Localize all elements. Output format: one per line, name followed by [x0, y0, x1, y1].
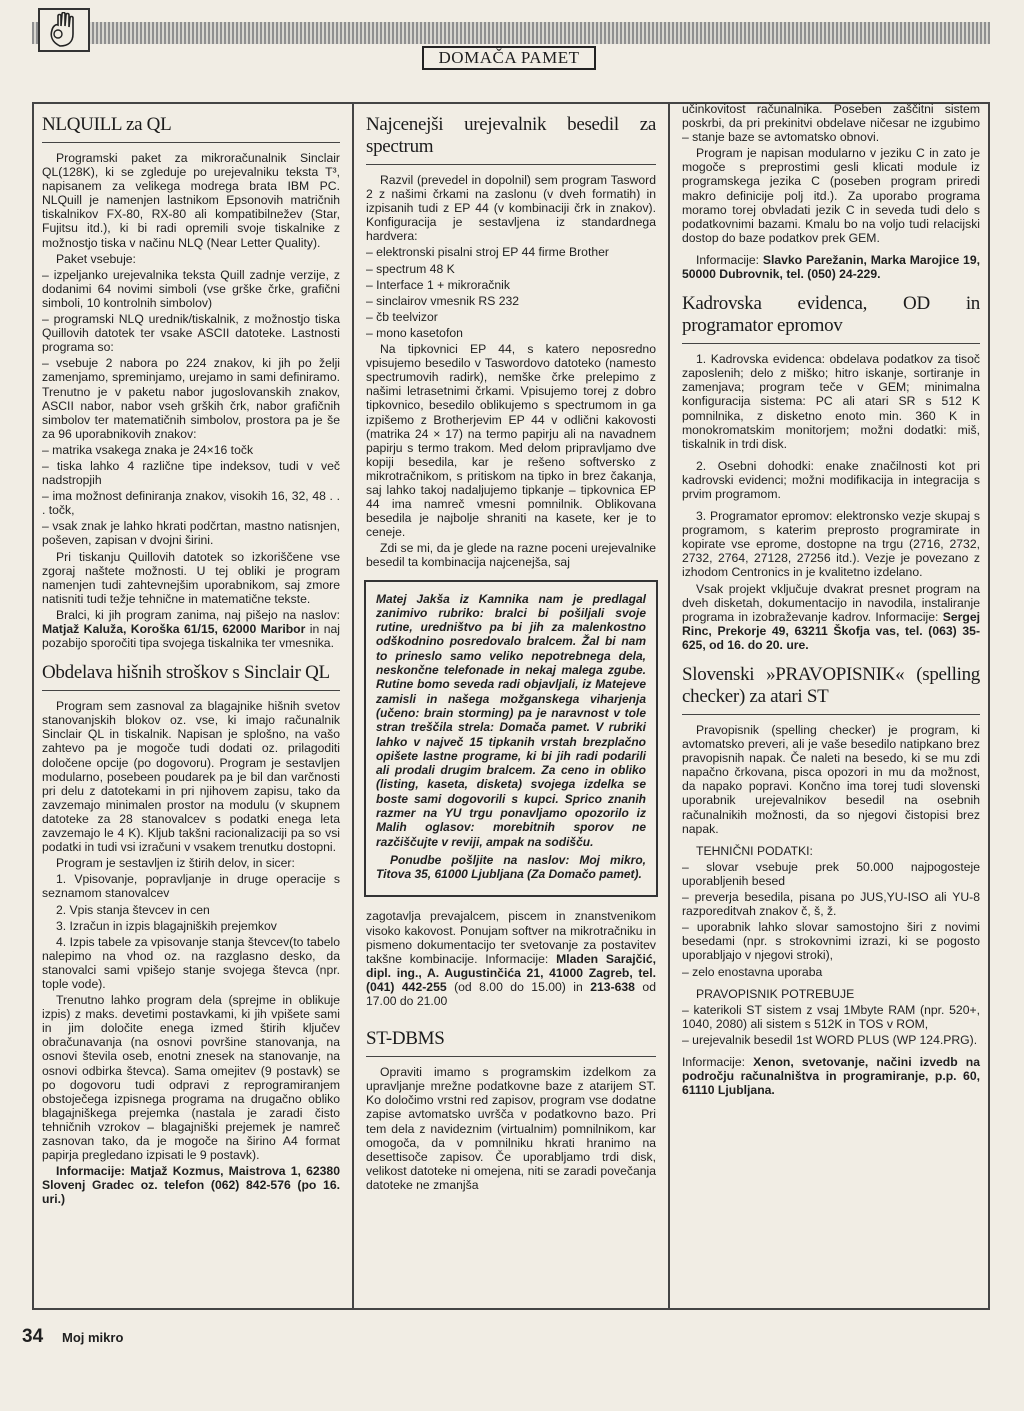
- list-item: – slovar vsebuje prek 50.000 najpogosteje uporabljenih besed: [682, 859, 980, 888]
- note-paragraph: Ponudbe pošljite na naslov: Moj mikro, Titova 35, 61000 Ljubljana (Za Domačo pamet).: [376, 852, 646, 882]
- section-title: DOMAČA PAMET: [422, 46, 596, 70]
- list-item: – elektronski pisalni stroj EP 44 firme Brother: [366, 245, 609, 260]
- list-item: – katerikoli ST sistem z vsaj 1Mbyte RAM (npr. 520+, 1040, 2080) ali sistem s 512K in TOS v ROM,: [682, 1002, 980, 1031]
- article-urejevalnik-cont: [356, 909, 666, 1016]
- article-nlquill: [32, 114, 350, 650]
- list-item: – tiska lahko 4 različne tipe indeksov, tudi v več nadstropjih: [42, 458, 340, 488]
- contact-paragraph: [682, 582, 980, 652]
- contact-paragraph: [42, 608, 340, 650]
- contact-paragraph: [682, 253, 980, 281]
- paragraph: 2. Osebni dohodki: enake značilnosti kot pri kadrovski evidenci; možni modifikacija in integracija s prvim programom.: [682, 458, 980, 501]
- list-item: – vsebuje 2 nabora po 224 znakov, ki jih po želji zamenjamo, spreminjamo, urejamo in sami definiramo. Trenutno je v paketu nabor jugoslovanskih znakov, ASCII nabor, nabor vseh grških črk, nabor grafičnih simbolov ter matematičnih simbolov, prostora pa je še za 96 uporabnikovih znakov:: [42, 356, 340, 441]
- contact-address: Matjaž Kaluža, Koroška 61/15, 62000 Maribor: [42, 622, 306, 636]
- list-item: – matrika vsakega znaka je 24×16 točk: [42, 442, 254, 457]
- list-item: – zelo enostavna uporaba: [682, 964, 823, 979]
- paragraph: Pri tiskanju Quillovih datotek so izkoriščene vse zgoraj naštete možnosti. U tej obliki je program namenjen tudi zahtevnejšim uporabnikom, saj zmore natisniti tudi težje tehnične in matematične tekste.: [42, 549, 340, 606]
- text: in naj pozabijo sporočiti tipa svojega tiskalnika ter vmesnika.: [42, 622, 340, 651]
- list-item: 2. Vpis stanja števcev in cen: [56, 902, 210, 917]
- contact-address: Slavko Parežanin, Marka Marojice 19, 50000 Dubrovnik, tel. (050) 24-229.: [682, 252, 980, 282]
- paragraph: Paket vsebuje:: [56, 251, 136, 266]
- text: zagotavlja prevajalcem, piscem in znanstvenikom visoko kakovost. Ponujam softver na mikrotračniku in pismeno dokumentacijo ter svetovanje za postavitev takšne kombinacije. Informacije:: [366, 909, 656, 966]
- text: Bralci, ki jih program zanima, naj pišejo na naslov:: [56, 607, 340, 622]
- list-item: – urejevalnik besedil 1st WORD PLUS (WP 124.PRG).: [682, 1032, 978, 1047]
- paragraph: Na tipkovnici EP 44, s katero neposredno vpisujemo besedilo v Taswordovo datoteko (namesto spectrumovih radirk), nemške črke prelepimo z našimi letrasetnimi črkami. Vpisujemo torej z dobro tipkovnico, besedilo oblikujemo s spectrumom in ga izpišemo z Brotherjevim EP 44 v odlični kakovosti (matrika 24 × 17) na termo papirju ali na navadnem papirju s termo trakom. Med delom pripravljamo dve kopiji besedila, kar je rešeno softversko z mikrotračnikom, s pritiskom na tipko in brez čakanja, saj lahko takoj nadaljujemo tipkanje – tipkovnica EP 44 ima namreč vmesni pomnilnik. Oblikovana besedila je najbolje shraniti na kasete, ker je to ceneje.: [366, 342, 656, 540]
- subheading: TEHNIČNI PODATKI:: [696, 843, 813, 858]
- list-item: – Interface 1 + mikroračnik: [366, 277, 510, 292]
- paragraph: Trenutno lahko program dela (sprejme in oblikuje izpis) z maks. devetimi postavkami, ki jih vpišete sami in jim določite enega izmed štirih ključev obračunavanja (na osnovi površine stanovanja, na osnovi števila oseb, enotni znesek na stanovanje, na osnovi odbirka števca). Sama omejitev (9 postavk) se po dogovoru tudi odpravi z reprogramiranjem obstoječega izpisnega programa na drugačno obliko blagajniškega prejemka (nastala je zaradi čisto tehničnih vzrokov – blagajniški prejemek je namreč zasnovan tako, da je mogoče na širino A4 format papirja pregledano izpisati le 9 postavk).: [42, 993, 340, 1163]
- column-2: [356, 102, 666, 1194]
- list-item: – sinclairov vmesnik RS 232: [366, 293, 520, 308]
- column-3: [672, 102, 990, 1099]
- contact-paragraph: Informacije: Matjaž Kozmus, Maistrova 1, 62380 Slovenj Gradec oz. telefon (062) 842-576 (po 16. uri.): [42, 1164, 340, 1207]
- article-kadrovska: [672, 293, 990, 652]
- list-item: – spectrum 48 K: [366, 261, 455, 276]
- hand-logo: [38, 8, 90, 52]
- column-1: [32, 102, 350, 1208]
- article-title: NLQUILL za QL: [42, 114, 340, 143]
- paragraph: Pravopisnik (spelling checker) je program, ki avtomatsko preveri, ali je vaše besedilo natipkano brez pravopisnih napak. Če naleti na besedo, ki se mu zdi napačno črkovana, pisca opozori in mu da možnost, da napako popravi. Končno ima torej tudi slovenski uporabnik urejevalnikov besedil na osebnih računalnikih možnosti, da so njegovi čistopisi brez napak.: [682, 723, 980, 836]
- article-st-dbms-cont: [672, 102, 990, 281]
- editorial-note-box: [364, 580, 658, 898]
- paragraph: Program je sestavljen iz štirih delov, in sicer:: [56, 856, 295, 871]
- paragraph: Programski paket za mikroračunalnik Sinclair QL(128K), ki se zgleduje po urejevalniku teksta T³, napisanem za velikega modrega brata IBM PC. NLQuill je namenjen lastnikom Epsonovih matričnih tiskalnikov FX-80, RX-80 ali kompatibilnežev (Star, Fujitsu itd.), ki bi radi opremili svoje tiskalnike z možnostjo tiska v načinu NLQ (Near Letter Quality).: [42, 151, 340, 250]
- paragraph: Opraviti imamo s programskim izdelkom za upravljanje mrežne podatkovne baze z atarijem ST. Ko določimo vrstni red zapisov, program vse dodatne zapise avtomatsko uvršča v podatkovno bazo. Pri tem dela z navideznim (virtualnim) pomnilnikom, kar omogoča, da v pomnilniku hkrati hranimo na desettisoče zapisov. Če uporabljamo trdi disk, velikost datoteke ni omejena, niti se zaradi povečanja datoteke ne zmanjša: [366, 1065, 656, 1192]
- contact-paragraph: [366, 909, 656, 1008]
- article-title: Obdelava hišnih stroškov s Sinclair QL: [42, 662, 340, 691]
- list-item: 3. Izračun in izpis blagajniških prejemkov: [56, 918, 277, 933]
- paragraph: Program je napisan modularno v jeziku C in zato je mogoče s preprostimi gesli klicati module iz programskega jezika C (poseben program priredi makro definicije polj itd.). Za uporabo programa moramo torej obvladati jezik C in seveda tudi delo s podatkovnimi bazami. Kmalu bo na voljo tudi relacijski dostop do baze podatkov prek GEM.: [682, 146, 980, 245]
- list-item: – ima možnost definiranja znakov, visokih 16, 32, 48 . . . točk,: [42, 489, 340, 518]
- column-divider-1: [352, 102, 354, 1310]
- header-band: [32, 22, 990, 44]
- list-item: – preverja besedila, pisana po JUS,YU-ISO ali YU-8 razporeditvah znakov č, š, ž.: [682, 890, 980, 919]
- paragraph: učinkovitost računalnika. Poseben zaščitni sistem poskrbi, da pri prekinitvi obdelave ničesar ne izgubimo – stanje baze se avtomatsko obnovi.: [682, 102, 980, 145]
- contact-paragraph: [682, 1055, 980, 1097]
- list-item: – uporabnik lahko slovar samostojno širi z novimi besedami (npr. s strokovnimi izrazi, ki se pogosto uporabljajo v njegovi stroki),: [682, 920, 980, 963]
- text: Informacije:: [682, 1054, 754, 1069]
- paragraph: Zdi se mi, da je glede na razne poceni urejevalnike besedil ta kombinacija najcenejša, saj: [366, 541, 656, 570]
- article-title: Kadrovska evidenca, OD in programator epromov: [682, 293, 980, 344]
- subheading: PRAVOPISNIK POTREBUJE: [696, 986, 855, 1001]
- list-item: – mono kasetofon: [366, 325, 463, 340]
- article-urejevalnik: [356, 114, 666, 570]
- article-pravopisnik: [672, 664, 990, 1097]
- list-item: – izpeljanko urejevalnika teksta Quill zadnje verzije, z dodanimi 64 novimi simboli (vse grške črke, grafični simboli, 10 kontrolnih simbolov): [42, 267, 340, 310]
- article-title: Slovenski »PRAVOPISNIK« (spelling checker) za atari ST: [682, 664, 980, 715]
- paragraph: Razvil (prevedel in dopolnil) sem program Tasword 2 z našimi črkami na zaslonu (v dveh formatih) in izpisanih tudi z EP 44 (v kombinaciji črk in znakov). Konfiguracija je sestavljena iz standardnega hardvera:: [366, 173, 656, 244]
- contact-address: Xenon, svetovanje, načini izvedb na področju računalništva in programiranje, p.p. 60, 61110 Ljubljana.: [682, 1054, 980, 1098]
- list-item: – čb teelvizor: [366, 309, 438, 324]
- page-number: 34: [22, 1326, 44, 1347]
- hand-icon: [44, 12, 86, 50]
- contact-address: Mladen Sarajčić, dipl. ing., A. Augustinčića 21, 41000 Zagreb, tel. (041) 442-255: [366, 951, 656, 994]
- article-st-dbms: [356, 1028, 666, 1192]
- note-paragraph: Matej Jakša iz Kamnika nam je predlagal zanimivo rubriko: bralci bi pošiljali svoje rutine, uredništvo pa bi jih za malenkostno odškodnino posredovalo bralcem. Žal bi nam to prineslo samo veliko nepotrebnega dela, neskončne telefonade in nekaj malega zgube. Rutine bomo seveda radi objavljali, iz Matejeve zamisli in našega možganskega viharjenja (učeno: brain storming) pa je naravnost v tole stran treščila strela: Domača pamet. V rubriki lahko v največ 15 tipkanih vrstah brezplačno opišete lastne programe, ki bi jih radi podarili ali prodali drugim bralcem. Za ceno in obliko (listing, kaseta, disketa) svojega izdelka se boste sami dogovorili s kupci. Sprico znanih razmer na YU trgu ponavljamo opozorilo iz Malih oglasov: morebitnih sporov ne razčiščujte v reviji, ampak na sodišču.: [376, 591, 646, 849]
- paragraph: 3. Programator epromov: elektronsko vezje skupaj s programom, s katerim preprosto programirate in kopirate vse eprome, dostopne na trgu (2716, 2732, 2732, 2764, 27128, 27256 itd.). Vezje je povezano z izhodom Centronics in je kvalitetno izdelano.: [682, 509, 980, 580]
- list-item: 4. Izpis tabele za vpisovanje stanja števcev(to tabelo nalepimo na vhod oz. na razglasno desko, da stanovalci sami vpišejo stanje svojega števca (npr. tople vode).: [42, 934, 340, 991]
- article-title: ST-DBMS: [366, 1028, 656, 1057]
- text: (od 8.00 do 15.00) in: [446, 979, 591, 994]
- contact-address: Sergej Rinc, Prekorje 49, 63211 Škofja vas, tel. (063) 35-625, od 16. do 20. ure.: [682, 609, 980, 652]
- list-item: 1. Vpisovanje, popravljanje in druge operacije s seznamom stanovalcev: [42, 872, 340, 901]
- contact-phone: 213-638: [590, 979, 635, 994]
- paragraph: 1. Kadrovska evidenca: obdelava podatkov za tisoč zaposlenih; delo z miško; hitro iskanje, sortiranje in zamenjava; program teče v GEM; minimalna konfiguracija sistema: PC ali atari SR s 512 K pomnilnika, z disketno enoto min. 360 K in monokromatskim monitorjem; možni dodatki: miš, tiskalnik in trdi disk.: [682, 352, 980, 451]
- text: Vsak projekt vključuje dvakrat presnet program na dveh disketah, dokumentacijo in navodila, instaliranje programa in izobraževanje kadrov. Informacije:: [682, 581, 980, 624]
- list-item: – programski NLQ urednik/tiskalnik, z možnostjo tiska Quillovih datotek ter vsake ASCII datoteke. Lastnosti programa so:: [42, 312, 340, 355]
- magazine-name: Moj mikro: [62, 1330, 124, 1345]
- article-title: Najcenejši urejevalnik besedil za spectrum: [366, 114, 656, 165]
- text: od 17.00 do 21.00: [366, 979, 656, 1009]
- article-hisni-stroski: [32, 662, 350, 1206]
- paragraph: Program sem zasnoval za blagajnike hišnih svetov stanovanjskih blokov oz. vse, ki imajo računalnik Sinclair QL in tiskalnik. Napisan je splošno, na vašo zahtevo pa je mogoče tudi dodati oz. prilagoditi določene opcije (po dogovoru). Program je sestavljen modularno, posebeen poudarek pa je bil dan varčnosti pri delu z datotekami in pri njihovem zapisu, tako da zavzemajo minimalen prostor na modulu (v skupnem datoteke za 28 stanovalcev s podatki enega leta zavzemajo le 4 K). Kljub takšni racionalizaciji pa so vsi podatki in tudi vsi izračuni v vsakem trenutku dostopni.: [42, 699, 340, 855]
- text: Informacije:: [696, 252, 763, 267]
- column-divider-2: [668, 102, 670, 1310]
- list-item: – vsak znak je lahko hkrati podčrtan, mastno natisnjen, poševen, zapisan v dvojni širini.: [42, 519, 340, 548]
